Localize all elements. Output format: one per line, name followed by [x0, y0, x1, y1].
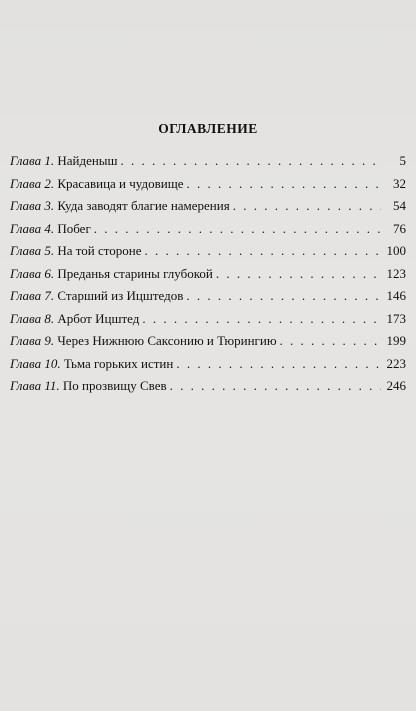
chapter-number: Глава 6.: [10, 265, 55, 281]
page-number: 199: [386, 333, 406, 348]
chapter-title: Найденыш: [57, 153, 118, 168]
toc-entry: [10, 197, 406, 220]
page-number: 173: [386, 310, 406, 326]
toc-entry: [10, 355, 406, 378]
toc-entry: [10, 220, 406, 243]
chapter-number: Глава 11.: [10, 378, 60, 393]
table-of-contents: [10, 152, 406, 400]
chapter-title: Через Нижнюю Саксонию и Тюрингию: [57, 333, 277, 348]
dot-leader: [176, 355, 381, 373]
dot-leader: [94, 220, 381, 238]
toc-entry: [10, 265, 406, 288]
chapter-number: Глава 9.: [10, 333, 55, 348]
toc-entry: [10, 287, 406, 310]
page-number: 76: [393, 220, 406, 236]
chapter-number: Глава 3.: [10, 198, 55, 213]
dot-leader: [170, 377, 381, 395]
page-title: ОГЛАВЛЕНИЕ: [158, 121, 258, 136]
chapter-number: Глава 10.: [10, 355, 61, 371]
page-number: 146: [386, 288, 406, 303]
toc-entry: [10, 310, 406, 333]
dot-leader: [186, 287, 381, 305]
toc-entry: [10, 332, 406, 355]
toc-entry: [10, 175, 406, 198]
dot-leader: [233, 197, 381, 215]
dot-leader: [216, 265, 381, 283]
chapter-number: Глава 7.: [10, 288, 55, 303]
chapter-number: Глава 1.: [10, 153, 55, 168]
chapter-title: Побег: [57, 220, 91, 236]
dot-leader: [142, 310, 381, 328]
chapter-title: На той стороне: [57, 243, 142, 258]
chapter-title: Красавица и чудовище: [57, 175, 184, 191]
dot-leader: [144, 242, 381, 260]
chapter-title: Арбот Ицштед: [57, 310, 140, 326]
dot-leader: [186, 175, 381, 193]
page-number: 246: [386, 378, 406, 393]
page-number: 223: [386, 355, 406, 371]
toc-entry: [10, 242, 406, 265]
chapter-title: По прозвищу Свев: [62, 378, 167, 393]
chapter-number: Глава 8.: [10, 310, 55, 326]
chapter-title: Старший из Ицштедов: [57, 288, 184, 303]
chapter-title: Тьма горьких истин: [63, 355, 174, 371]
chapter-title: Куда заводят благие намерения: [57, 198, 230, 213]
dot-leader: [280, 332, 381, 350]
chapter-number: Глава 4.: [10, 220, 55, 236]
chapter-number: Глава 5.: [10, 243, 55, 258]
page-number: 5: [399, 153, 406, 168]
page-number: 32: [393, 175, 406, 191]
page-number: 54: [393, 198, 406, 213]
toc-entry: [10, 377, 406, 400]
dot-leader: [121, 152, 381, 170]
page-number: 100: [386, 243, 406, 258]
toc-entry: [10, 152, 406, 175]
chapter-title: Преданья старины глубокой: [57, 265, 213, 281]
chapter-number: Глава 2.: [10, 175, 55, 191]
page-number: 123: [386, 265, 406, 281]
